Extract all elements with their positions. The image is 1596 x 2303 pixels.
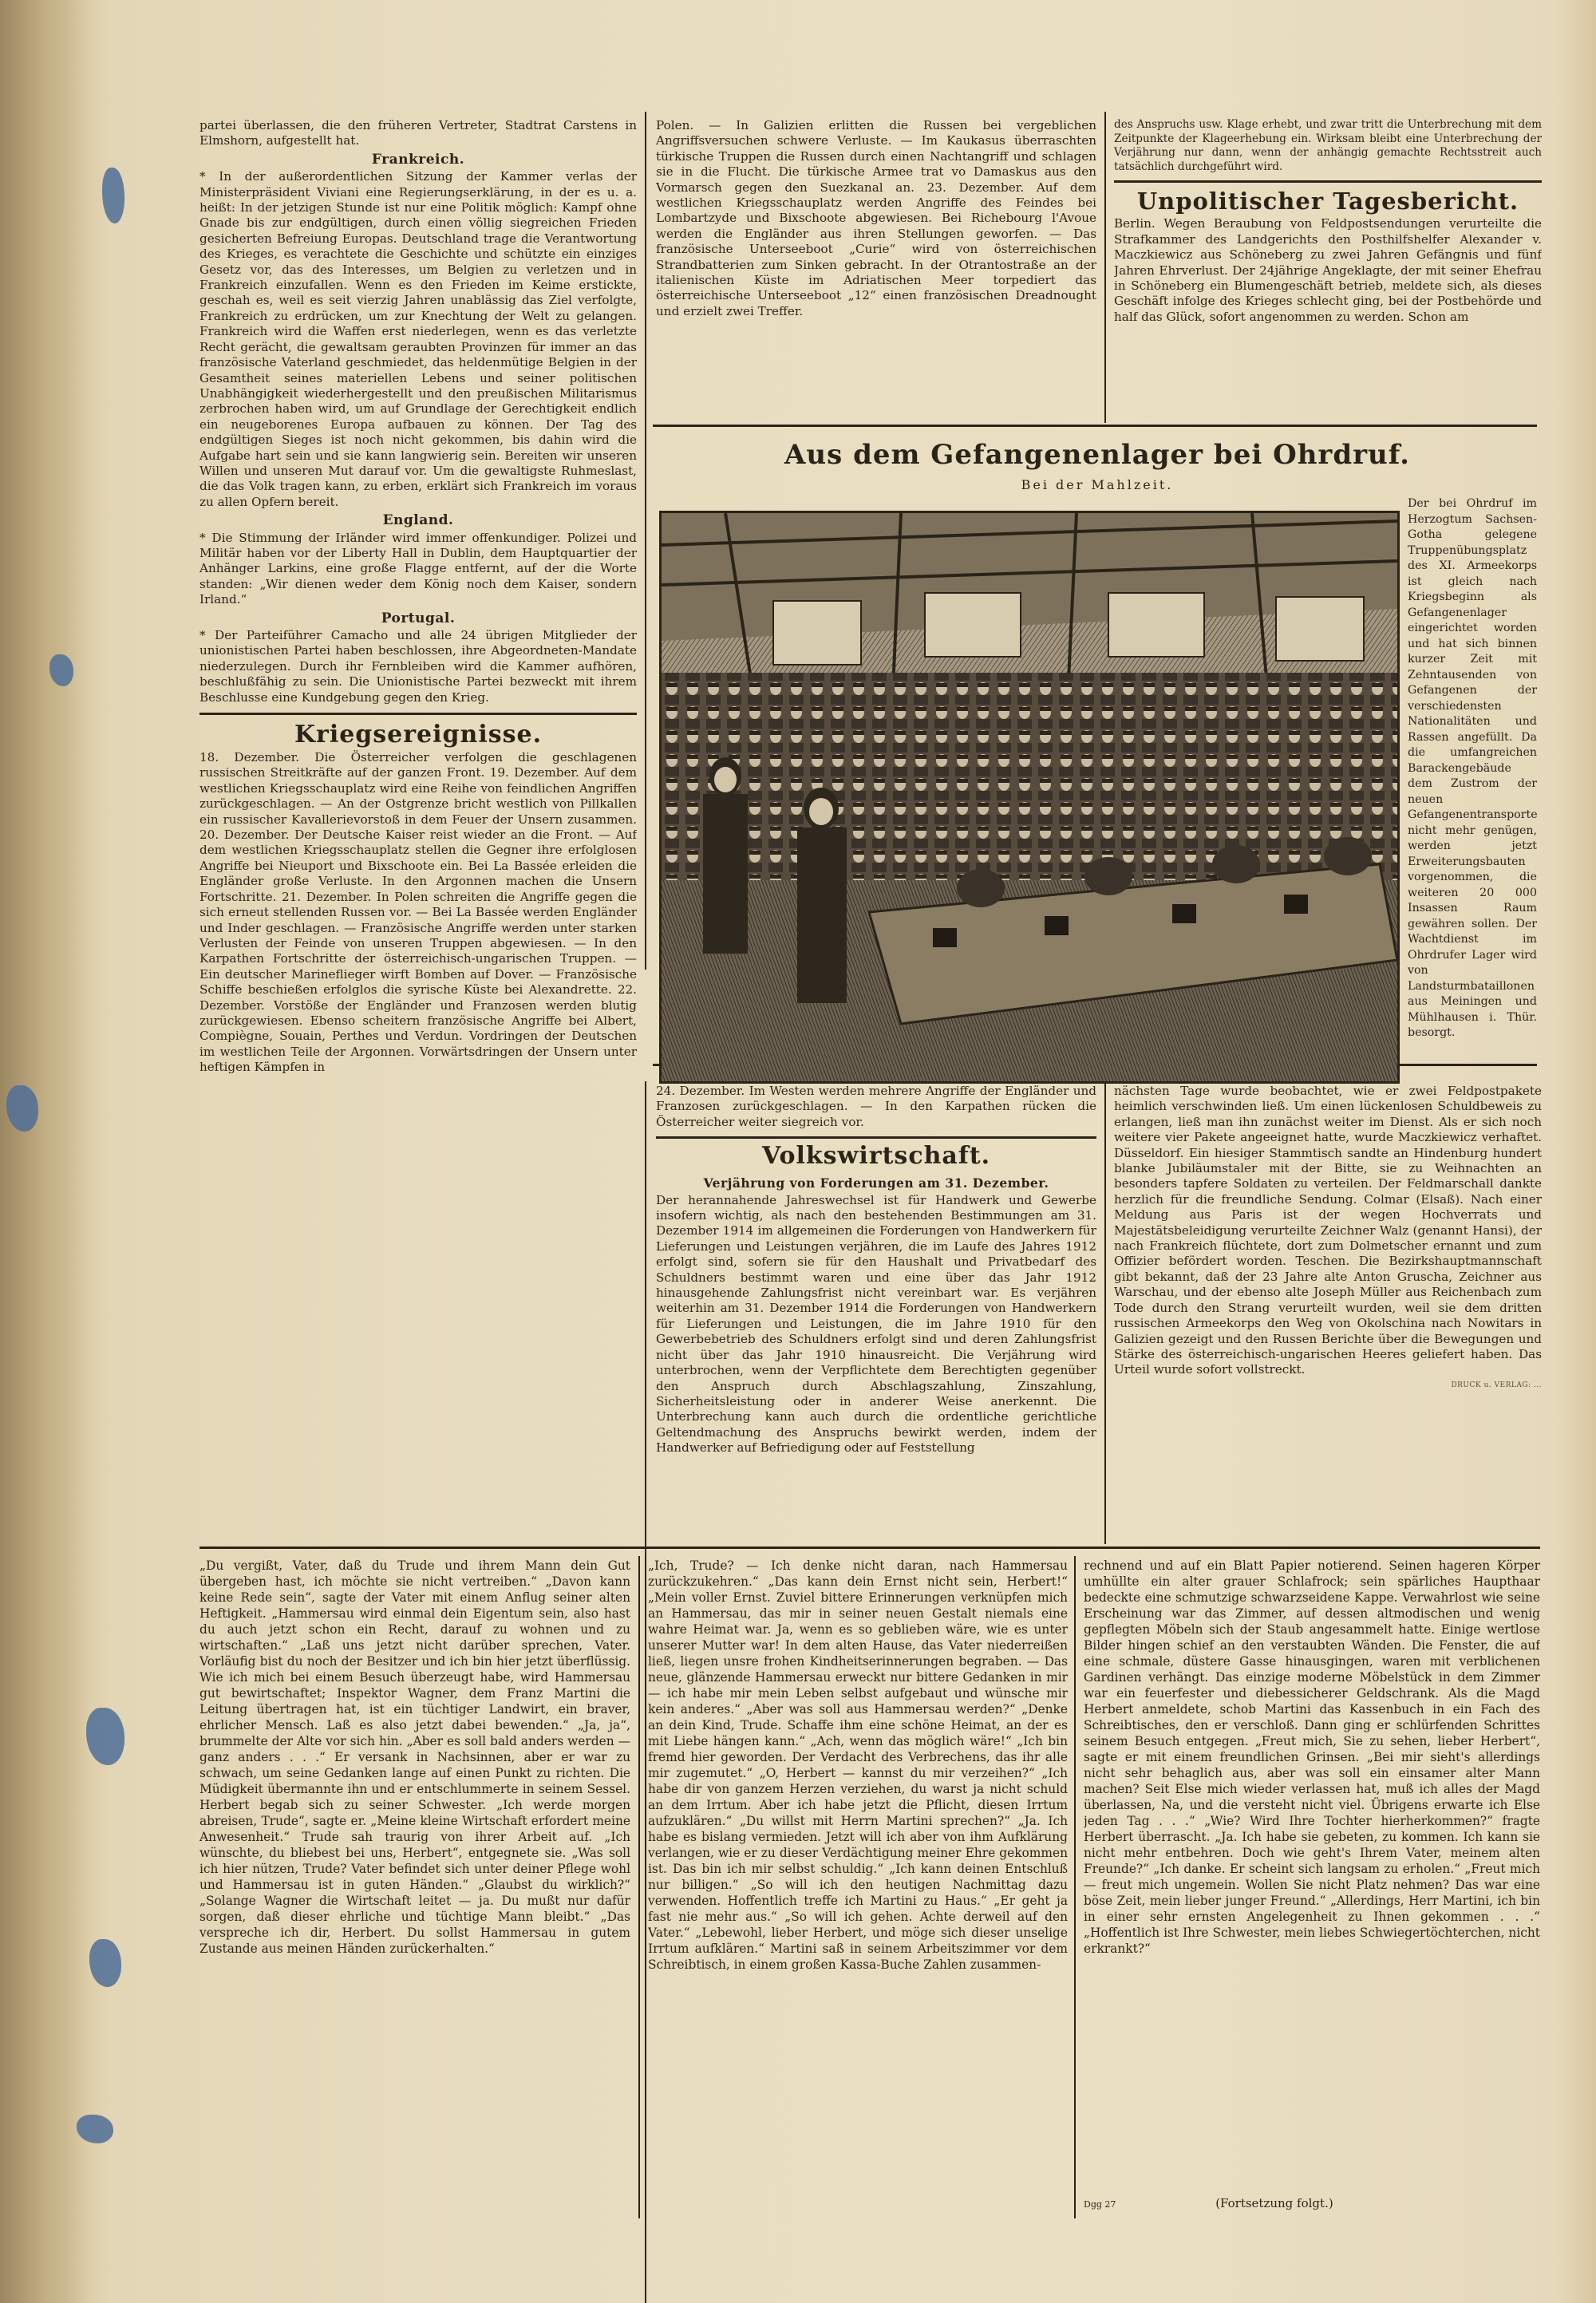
column-war-continued [656,118,1096,421]
war-events-text: 18. Dezember. Die Österreicher verfolgen die geschlagenen russischen Streitkräfte auf der ganzen Front. 19. Dezember. Auf dem westlichen Kriegsschauplatz wird eine Reihe von feindlichen Angriffen zurückgeschlagen. — An der Ostgrenze bricht westlich von Pillkallen ein russischer Kavallerievorstoß in dem Feuer der Unsern zusammen. 20. Dezember. Der Deutsche Kaiser reist wieder an die Front. — Auf dem westlichen Kriegsschauplatz stellen die Gegner ihre erfolglosen Angriffe bei Nieuport und Bixschoote ein. Bei La Bassée erleiden die Engländer große Verluste. In den Argonnen machen die Unsern Fortschritte. 21. Dezember. In Polen schreiten die Angriffe gegen die sich erneut stellenden Russen vor. — Bei La Bassée werden Engländer und Inder geschlagen. — Französische Angriffe werden unter starken Verlusten der Feinde von unseren Truppen abgewiesen. — In den Karpathen Fortschritte der österreichisch-ungarischen Truppen. — Ein deutscher Marineflieger wirft Bomben auf Dover. — Französische Schiffe beschießen erfolglos die syrische Küste bei Alexandrette. 22. Dezember. Vorstöße der Engländer und Franzosen werden blutig zurückgewiesen. Ebenso scheitern französische Angriffe bei Albert, Compiègne, Souain, Perthes und Verdun. Vordringen der Deutschen im westlichen Teile der Argonnen. Vorwärtsdringen der Unsern unter heftigen Kämpfen in [200,750,637,1075]
continued-note: (Fortsetzung folgt.) [1215,2196,1333,2210]
mess-hall-engraving [662,513,1397,1081]
news-continued-text: nächsten Tage wurde beobachtet, wie er zwei Feldpostpakete heimlich verschwinden ließ. Um einen lückenlosen Schuldbeweis zu erlangen, ließ man ihn zunächst weiter im Dienst. Als er sich noch weitere vier Pakete angeeignet hatte, wurde Maczkiewicz verhaftet. Düsseldorf. Ein hiesiger Stammtisch sandte an Hindenburg hundert blanke Jubiläumstaler mit der Bitte, sie zu Weihnachten an besonders tapfere Soldaten zu verteilen. Der Feldmarschall dankte herzlich für die freundliche Sendung. Colmar (Elsaß). Nach einer Meldung aus Paris ist der wegen Hochverrats und Majestätsbeleidigung verurteilte Zeichner Walz (genannt Hansi), der nach Frankreich flüchtete, dort zum Dolmetscher ernannt und zum Offizier befördert worden. Teschen. Die Bezirkshauptmannschaft gibt bekannt, daß der 23 Jahre alte Anton Gruscha, Zeichner aus Warschau, und der ebenso alte Joseph Müller aus Reichenbach zum Tode durch den Strang verurteilt wurden, weil sie dem dritten russischen Armeekorps den Weg von Okolschina nach Nowitars in Galizien gezeigt und den Russen Berichte über die Bewegungen und Stärke des österreichisch-ungarischen Heeres geliefert haben. Das Urteil wurde sofort vollstreckt. [1114,1084,1542,1377]
story-code: Dgg 27 [1084,2199,1116,2210]
story-text-2: „Ich, Trude? — Ich denke nicht daran, nach Hammersau zurückzukehren.“ „Das kann dein Ernst nicht sein, Herbert!“ „Mein voller Ernst. Zuviel bittere Erinnerungen verknüpfen mich an Hammersau, das mir in seiner neuen Gestalt niemals eine wahre Heimat war. Ja, wenn es so geblieben wäre, wie es unter unserer Mutter war! In dem alten Hause, das Vater niederreißen ließ, liegen unsre frohen Kindheitserinnerungen begraben. — Das neue, glänzende Hammersau erweckt nur bittere Gedanken in mir — ich habe mir mein Leben selbst aufgebaut und wünsche mir kein anderes.“ „Aber was soll aus Hammersau werden?“ „Denke an dein Kind, Trude. Schaffe ihm eine schöne Heimat, an der es mit Liebe hängen kann.“ „Ach, wenn das möglich wäre!“ „Ich bin fremd hier geworden. Der Verdacht des Verbrechens, das ihr alle mir zugemutet.“ „O, Herbert — kannst du mir verzeihen?“ „Ich habe dir von ganzem Herzen verziehen, du warst ja nicht schuld an dem Irrtum. Aber ich habe jetzt die Pflicht, diesen Irrtum aufzuklären.“ „Du willst mit Herrn Martini sprechen?“ „Ja. Ich habe es bislang vermieden. Jetzt will ich aber von ihm Aufklärung verlangen, wie er zu dieser Verdächtigung meiner Ehre gekommen ist. Das bin ich mir selbst schuldig.“ „Ich kann deinen Entschluß nur billigen.“ „So will ich den heutigen Nachmittag dazu verwenden. Hoffentlich treffe ich Martini zu Haus.“ „Er geht ja fast nie mehr aus.“ „So will ich gehen. Achte derweil auf den Vater.“ „Lebewohl, lieber Herbert, und möge sich dieser unselige Irrtum aufklären.“ Martini saß in seinem Arbeitszimmer vor dem Schreibtisch, in einem großen Kassa-Buche Zahlen zusammen- [648,1558,1068,1972]
france-text: * In der außerordentlichen Sitzung der Kammer verlas der Ministerpräsident Viviani eine Regierungserklärung, in der es u. a. heißt: In der jetzigen Stunde ist nur eine Politik möglich: Kampf ohne Gnade bis zur endgültigen, durch einen völlig siegreichen Frieden gesicherten Befreiung Europas. Deutschland trage die Verantwortung des Krieges, es verachtete die Geschichte und schützte ein einziges Gesetz vor, das des Interesses, um Belgien zu verletzen und in Frankreich einzufallen. Wenn es den Frieden im Keime erstickte, geschah es, weil es seit vierzig Jahren unablässig das Ziel verfolgte, Frankreich zu erdrücken, um zur Knechtung der Welt zu gelangen. Frankreich wird die Waffen erst niederlegen, wenn es das verletzte Recht gerächt, die gewaltsam geraubten Provinzen für immer an das französische Vaterland geschmiedet, das heldenmütige Belgien in der Gesamtheit seines materiellen Lebens und seiner politischen Unabhängigkeit wiederhergestellt und den preußischen Militarismus zerbrochen haben wird, um auf Grundlage der Gerechtigkeit endlich ein neugeborenes Europa aufbauen zu können. Der Tag des endgültigen Sieges ist noch nicht gekommen, bis dahin wird die Aufgabe hart sein und sie kann langwierig sein. Bereiten wir unseren Willen und unseren Mut darauf vor. Um die gewaltigste Ruhmeslast, die das Volk tragen kann, zu erben, erklärt sich Frankreich im voraus zu allen Opfern bereit. [200,169,637,509]
heading-war-events: Kriegsereignisse. [294,721,543,749]
divider [1114,180,1542,183]
camp-caption: Der bei Ohrdruf im Herzogtum Sachsen-Gotha gelegene Truppenübungsplatz des XI. Armeekorps ist gleich nach Kriegsbeginn als Gefangenenlager eingerichtet worden und hat sich binnen kurzer Zeit mit Zehntausenden von Gefangenen der verschiedensten Nationalitäten und Rassen angefüllt. Da die umfangreichen Barackengebäude dem Zustrom der neuen Gefangenentransporte nicht mehr genügen, werden jetzt Erweiterungsbauten vorgenommen, die weiteren 20 000 Insassen Raum gewähren sollen. Der Wachtdienst im Ohrdrufer Lager wird von Landsturmbataillonen aus Meiningen und Mühlhausen i. Thür. besorgt. [1408,497,1538,1039]
heading-daily-report: Unpolitischer Tagesbericht. [1136,188,1519,215]
column-rule [1104,112,1106,423]
column-rule [1104,1081,1106,1544]
torn-left-edge [0,0,88,2303]
story-column-1 [200,1558,630,2220]
heading-england: England. [382,512,454,529]
economy-subheading: Verjährung von Forderungen am 31. Dezember. [703,1175,1049,1191]
section-rule [200,1547,1540,1549]
section-rule [653,425,1537,427]
england-text: * Die Stimmung der Irländer wird immer offenkundiger. Polizei und Militär haben vor der Liberty Hall in Dublin, dem Hauptquartier der Anhänger Larkins, eine große Flagge entfernt, auf der die Worte standen: „Wir dienen weder dem König noch dem Kaiser, sondern Irland.“ [200,530,637,607]
column-news-continued [1114,1084,1542,1545]
story-footer [1084,2196,1540,2210]
column-rule [645,112,646,970]
camp-subtitle: Bei der Mahlzeit. [1021,477,1174,492]
column-economy [656,1084,1096,1545]
camp-illustration [659,511,1400,1084]
divider [200,709,637,715]
story-column-3 [1084,1558,1540,2196]
story-text-3: rechnend und auf ein Blatt Papier notierend. Seinen hageren Körper umhüllte ein alter grauer Schlafrock; sein spärliches Haupthaar bedeckte eine schmutzige schwarzseidene Kappe. Verwahrlost wie seine Erscheinung war das Zimmer, auf dessen altmodischen und wenig gepflegten Möbeln sich der Staub angesammelt hatte. Einige wertlose Bilder hingen schief an den verstaubten Wänden. Die Fenster, die auf eine schmale, düstere Gasse hinausgingen, waren mit verblichenen Gardinen verhängt. Das einzige moderne Möbelstück in dem Zimmer war ein feuerfester und diebessicherer Geldschrank. Als die Magd Herbert anmeldete, schob Martini das Kassenbuch in ein Fach des Schreibtisches, den er verschloß. Dann ging er schlürfenden Schrittes seinem Besuch entgegen. „Freut mich, Sie zu sehen, lieber Herbert“, sagte er mit einem freundlichen Grinsen. „Bei mir sieht's allerdings nicht sehr behaglich aus, aber was soll ein einsamer alter Mann machen? Seit Else mich wieder verlassen hat, muß ich alles der Magd überlassen, Na, und die versteht nicht viel. Übrigens erwarte ich Else jeden Tag . . .“ „Wie? Wird Ihre Tochter hierherkommen?“ fragte Herbert überrascht. „Ja. Ich habe sie gebeten, zu kommen. Ich kann sie nicht mehr entbehren. Doch wie geht's Ihrem Vater, meinem alten Freunde?“ „Ich danke. Er scheint sich langsam zu erholen.“ „Freut mich — freut mich ungemein. Wollen Sie nicht Platz nehmen? Das war eine böse Zeit, mein lieber junger Freund.“ „Allerdings, Herr Martini, ich bin in einer sehr ernsten Angelegenheit zu Ihnen gekommen . . .“ „Hoffentlich ist Ihre Schwester, mein liebes Schwiegertöchterchen, nicht erkrankt?“ [1084,1558,1540,1956]
war-continued-text: Polen. — In Galizien erlitten die Russen bei vergeblichen Angriffsversuchen schwere Verluste. — Im Kaukasus überraschten türkische Truppen die Russen durch einen Nachtangriff und schlagen sie in die Flucht. Die türkische Armee trat vo Damaskus aus den Vormarsch gegen den Suezkanal an. 23. Dezember. Auf dem westlichen Kriegsschauplatz werden Angriffe des Feindes bei Lombartzyde und Bixschoote abgewiesen. Bei Richebourg l'Avoue werden die Engländer aus ihren Stellungen geworfen. — Das französische Unterseeboot „Curie“ wird von österreichischen Strandbatterien zum Sinken gebracht. In der Otrantostraße an der italienischen Küste im Adriatischen Meer torpediert das österreichische Unterseeboot „12“ einen französischen Dreadnought und erzielt zwei Treffer. [656,118,1096,318]
printer-imprint: DRUCK u. VERLAG: ... [1451,1381,1542,1389]
heading-economy: Volkswirtschaft. [761,1142,991,1171]
economy-text: Der herannahende Jahreswechsel ist für Handwerk und Gewerbe insofern wichtig, als nach den bestehenden Bestimmungen am 31. Dezember 1914 im allgemeinen die Forderungen von Handwerkern für Lieferungen und Leistungen verjähren, die im Laufe des Jahres 1912 erfolgt sind, sofern sie für den Haushalt und Privatbedarf des Schuldners bestimmt waren und eine über das Jahr 1912 hinausgehende Zahlungsfrist nicht vereinbart war. Es verjähren weiterhin am 31. Dezember 1914 die Forderungen von Handwerkern für Lieferungen und Leistungen, die im Jahre 1910 für den Gewerbebetrieb des Schuldners erfolgt sind und deren Zahlungsfrist nicht über das Jahr 1910 hinausreicht. Die Verjährung wird unterbrochen, wenn der Verpflichtete dem Berechtigten gegenüber den Anspruch durch Abschlagszahlung, Zinszahlung, Sicherheitsleistung oder in anderer Weise anerkennt. Die Unterbrechung kann auch durch die ordentliche gerichtliche Geltendmachung des Anspruchs bewirkt werden, indem der Handwerker auf Befriedigung oder auf Feststellung [656,1192,1096,1456]
column-rule [1074,1556,1076,2218]
divider [656,1136,1096,1139]
heading-france: Frankreich. [371,151,465,168]
legal-text: des Anspruchs usw. Klage erhebt, und zwar tritt die Unterbrechung mit dem Zeitpunkte der Klageerhebung ein. Wirksam bleibt eine Unterbrechung der Verjährung nur dann, wenn der anhängig gemachte Rechtsstreit auch tatsächlich durchgeführt wird. [1114,118,1542,173]
intro-text: partei überlassen, die den früheren Vertreter, Stadtrat Carstens in Elmshorn, aufgestellt hat. [200,118,637,148]
column-news [1114,118,1542,421]
heading-portugal: Portugal. [381,610,456,626]
daily-report-text: Berlin. Wegen Beraubung von Feldpostsendungen verurteilte die Strafkammer des Landgerichts den Posthilfshelfer Alexander v. Maczkiewicz aus Schöneberg zu zwei Jahren Gefängnis und fünf Jahren Ehrverlust. Der 24jährige Angeklagte, der mit seiner Ehefrau in Schöneberg ein Blumengeschäft betrieb, meldete sich, als dieses Geschäft infolge des Krieges schlecht ging, bei der Postbehörde und half das Glück, sofort angenommen zu werden. Schon am [1114,216,1542,324]
portugal-text: * Der Parteiführer Camacho und alle 24 übrigen Mitglieder der unionistischen Partei haben beschlossen, ihre Abgeordneten-Mandate niederzulegen. Durch ihr Fernbleiben wird die Kammer aufhören, beschlußfähig zu sein. Die Unionistische Partei bezweckt mit ihrem Beschlusse eine Kundgebung gegen den Krieg. [200,628,637,705]
column-rule [638,1556,640,2218]
column-politics [200,118,637,1547]
camp-title: Aus dem Gefangenenlager bei Ohrdruf. [784,439,1410,471]
story-column-2 [648,1558,1068,2220]
war-lead-text: 24. Dezember. Im Westen werden mehrere Angriffe der Engländer und Franzosen zurückgeschlagen. — In den Karpathen rücken die Österreicher weiter siegreich vor. [656,1084,1096,1129]
column-rule [645,1081,646,2303]
story-text-1: „Du vergißt, Vater, daß du Trude und ihrem Mann dein Gut übergeben hast, ich möchte sie nicht vertreiben.“ „Davon kann keine Rede sein“, sagte der Vater mit einem Anflug seiner alten Heftigkeit. „Hammersau wird einmal dein Eigentum sein, also hast du auch jetzt schon ein Recht, darauf zu wohnen und zu wirtschaften.“ „Laß uns jetzt nicht darüber sprechen, Vater. Vorläufig bist du noch der Besitzer und ich bin hier jetzt überflüssig. Wie ich mich bei einem Besuch überzeugt habe, wird Hammersau gut bewirtschaftet; Inspektor Wagner, dem Franz Martini die Leitung übertragen hat, ist ein tüchtiger Landwirt, ein braver, ehrlicher Mensch. Laß es also jetzt dabei bewenden.“ „Ja, ja“, brummelte der Alte vor sich hin. „Aber es soll bald anders werden — ganz anders . . .“ Er versank in Nachsinnen, aber er war zu schwach, um seine Gedanken lange auf einen Punkt zu richten. Die Müdigkeit übermannte ihn und er entschlummerte in seinem Sessel. Herbert begab sich zu seiner Schwester. „Ich werde morgen abreisen, Trude“, sagte er. „Meine kleine Wirtschaft erfordert meine Anwesenheit.“ Trude sah traurig von ihrer Arbeit auf. „Ich wünschte, du bliebest bei uns, Herbert“, entgegnete sie. „Was soll ich hier nützen, Trude? Vater befindet sich unter deiner Pflege wohl und Hammersau ist in guten Händen.“ „Glaubst du wirklich?“ „Solange Wagner die Wirtschaft leitet — ja. Du mußt nur dafür sorgen, daß dieser ehrliche und tüchtige Mann bleibt.“ „Das verspreche ich dir, Herbert. Du sollst Hammersau in gutem Zustande aus meinen Händen zurückerhalten.“ [200,1558,630,1956]
